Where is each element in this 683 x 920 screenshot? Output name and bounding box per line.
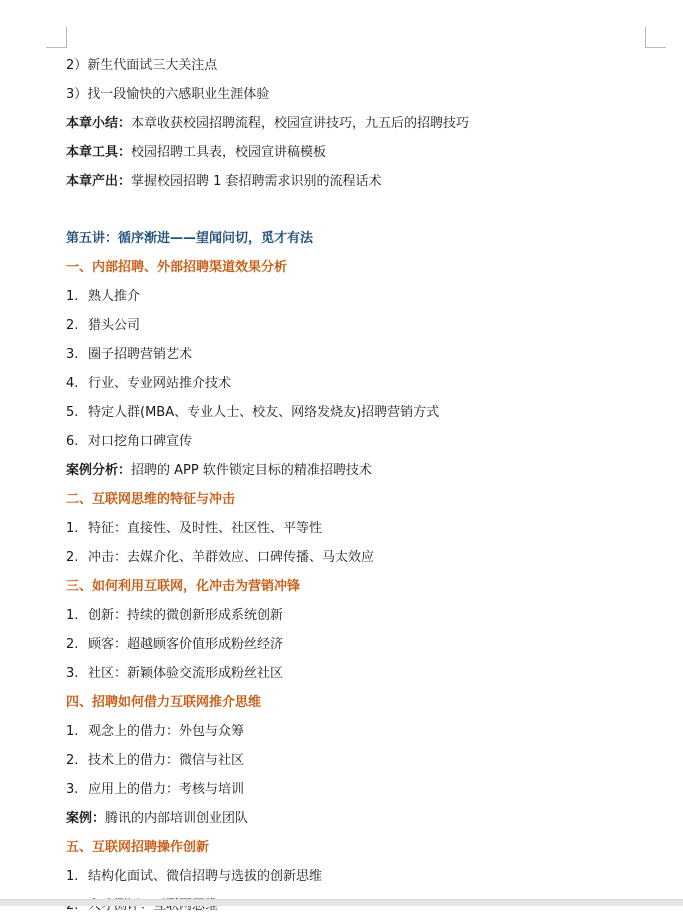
list-item [66,427,666,456]
item-number: 1. [66,724,79,739]
item-text: 应用上的借力：考核与培训 [88,782,245,797]
output-text: 掌握校园招聘 1 套招聘需求识别的流程话术 [131,174,382,189]
section-heading: 二、互联网思维的特征与冲击 [66,492,236,507]
list-item [66,340,666,369]
item-text: 创新：持续的微创新形成系统创新 [88,608,284,623]
list-item: 3）找一段愉快的六感职业生涯体验 [66,87,270,102]
item-number: 1. [66,521,79,536]
summary-text: 本章收获校园招聘流程，校园宣讲技巧，九五后的招聘技巧 [131,116,470,131]
item-number: 2. [66,318,79,333]
tools-text: 校园招聘工具表，校园宣讲稿模板 [131,145,327,160]
list-item [66,601,666,630]
chapter-output [66,167,666,196]
list-item [66,398,666,427]
chapter-tools [66,138,666,167]
crop-mark-top-left [46,27,67,48]
item-number: 4. [66,376,79,391]
list-item [66,311,666,340]
list-item [66,369,666,398]
list-item [66,659,666,688]
case-label: 案例： [66,811,106,826]
output-label: 本章产出： [66,174,132,189]
list-item [66,282,666,311]
item-number: 5. [66,405,79,420]
item-text: 行业、专业网站推介技术 [88,376,232,391]
list-item [66,775,666,804]
list-item [66,746,666,775]
item-number: 1. [66,869,79,884]
summary-label: 本章小结： [66,116,132,131]
item-text: 熟人推介 [88,289,141,304]
item-text: 特征：直接性、及时性、社区性、平等性 [88,521,323,536]
section-heading: 三、如何利用互联网，化冲击为营销冲锋 [66,579,301,594]
lesson-title: 第五讲：循序渐进——望闻问切，觅才有法 [66,231,314,246]
case-text: 腾讯的内部培训创业团队 [105,811,249,826]
item-text: 对口挖角口碑宣传 [88,434,193,449]
item-text: 顾客：超越顾客价值形成粉丝经济 [88,637,284,652]
item-number: 2. [66,637,79,652]
case-note [66,804,666,833]
list-item [66,862,666,891]
item-text: 观念上的借力：外包与众筹 [88,724,245,739]
item-text: 技术上的借力：微信与社区 [88,753,245,768]
item-number: 3. [66,782,79,797]
item-number: 2. [66,550,79,565]
item-text: 圈子招聘营销艺术 [88,347,193,362]
item-text: 结构化面试、微信招聘与选拔的创新思维 [88,869,323,884]
item-number: 6. [66,434,79,449]
item-number: 3. [66,666,79,681]
list-item [66,630,666,659]
chapter-summary [66,109,666,138]
list-item: 2）新生代面试三大关注点 [66,58,218,73]
list-item [66,543,666,572]
section-heading: 一、内部招聘、外部招聘渠道效果分析 [66,260,288,275]
tools-label: 本章工具： [66,145,132,160]
section-heading: 五、互联网招聘操作创新 [66,840,210,855]
item-number: 2. [66,753,79,768]
blank-line [66,196,666,224]
list-item [66,514,666,543]
section-heading: 四、招聘如何借力互联网推介思维 [66,695,262,710]
item-text: 猎头公司 [88,318,141,333]
document-body [66,51,666,920]
item-number: 1. [66,608,79,623]
item-number: 1. [66,289,79,304]
case-analysis [66,456,666,485]
item-text: 冲击：去媒介化、羊群效应、口碑传播、马太效应 [88,550,375,565]
page-bottom-edge [0,899,683,906]
case-label: 案例分析： [66,463,132,478]
crop-mark-top-right [645,27,666,48]
case-text: 招聘的 APP 软件锁定目标的精准招聘技术 [131,463,372,478]
item-text: 社区：新颖体验交流形成粉丝社区 [88,666,284,681]
item-text: 特定人群(MBA、专业人士、校友、网络发烧友)招聘营销方式 [88,405,440,420]
item-number: 3. [66,347,79,362]
list-item [66,717,666,746]
